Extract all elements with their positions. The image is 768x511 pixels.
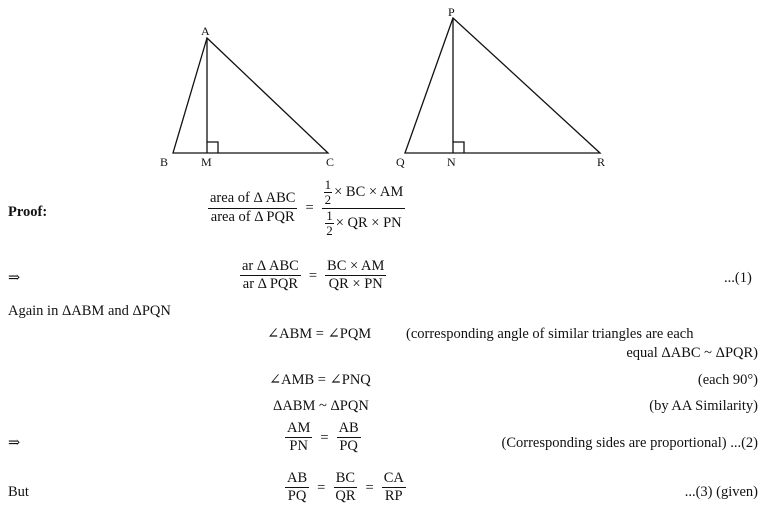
ar-fraction — [240, 258, 301, 294]
reason-proportional-2: (Corresponding sides are proportional) ...(2) — [501, 435, 758, 451]
vertex-label-c: C — [326, 155, 335, 169]
angle-abm-eq-pqm: ∠ABM = ∠PQM — [267, 326, 372, 342]
half-fraction — [324, 178, 333, 208]
equation-given-ratio — [285, 470, 406, 506]
ab-over-pq — [285, 470, 309, 506]
implies-symbol: ⇒ — [8, 435, 21, 451]
angle-amb-eq-pnq: ∠AMB = ∠PNQ — [269, 372, 371, 388]
but-label: But — [8, 484, 29, 500]
bc-am: BC × AM — [325, 258, 386, 276]
equals-sign: = — [317, 479, 326, 496]
vertex-label-p: P — [448, 5, 455, 19]
proof-label: Proof: — [8, 204, 48, 220]
abm-similar-pqn: ΔABM ~ ΔPQN — [273, 398, 369, 414]
qr: QR — [335, 488, 356, 505]
right-angle-mark-n — [453, 142, 464, 153]
half-den: 2 — [326, 222, 333, 238]
denominator-half-qr-pn — [323, 209, 403, 239]
bc: BC — [334, 470, 357, 488]
vertex-label-a: A — [201, 24, 210, 38]
reason-each-90: (each 90°) — [697, 372, 758, 388]
vertex-label-m: M — [201, 155, 212, 169]
vertex-label-r: R — [597, 155, 606, 169]
half-fraction — [325, 209, 334, 239]
pq: PQ — [287, 488, 307, 505]
ar-pqr: ar Δ PQR — [242, 276, 299, 293]
triangle-abc — [173, 38, 328, 153]
vertex-label-n: N — [447, 155, 456, 169]
half-den: 2 — [324, 192, 332, 208]
area-fraction — [208, 190, 297, 226]
ab: AB — [285, 470, 309, 488]
half-num: 1 — [326, 207, 333, 223]
bc-am-over-qr-pn — [325, 258, 386, 294]
numerator-half-bc-am — [322, 178, 406, 209]
ar-abc: ar Δ ABC — [240, 258, 301, 276]
implies-symbol: ⇒ — [8, 270, 21, 286]
again-statement: Again in ΔABM and ΔPQN — [8, 303, 171, 319]
am: AM — [285, 420, 312, 438]
equation-am-pn — [285, 420, 361, 456]
reason-aa-similarity: (by AA Similarity) — [649, 398, 758, 414]
right-angle-mark-m — [207, 142, 218, 153]
bc-over-qr — [333, 470, 357, 506]
triangle-pqr — [405, 18, 600, 153]
ab-over-pq — [337, 420, 361, 456]
equals-sign: = — [320, 429, 329, 446]
pn: PN — [289, 438, 308, 455]
ab: AB — [337, 420, 361, 438]
equals-sign: = — [305, 199, 314, 216]
ca: CA — [382, 470, 406, 488]
half-base-height-fraction — [322, 178, 406, 238]
pq: PQ — [339, 438, 358, 455]
reason-corresponding-angle-line1: (corresponding angle of similar triangles are each — [406, 326, 694, 342]
half-num: 1 — [324, 177, 332, 192]
ca-over-rp — [382, 470, 406, 506]
qr-pn: QR × PN — [328, 276, 383, 293]
equation-tag-1: ...(1) — [724, 270, 752, 286]
equals-sign: = — [308, 267, 318, 284]
vertex-label-q: Q — [396, 155, 405, 169]
area-abc: area of Δ ABC — [208, 190, 297, 208]
equals-sign: = — [365, 479, 374, 496]
reason-given-3: ...(3) (given) — [684, 484, 758, 500]
qr-times-pn: × QR × PN — [335, 214, 402, 231]
area-pqr: area of Δ PQR — [210, 208, 295, 225]
reason-corresponding-angle-line2: equal ΔABC ~ ΔPQR) — [626, 345, 758, 361]
equation-ar-ratio — [240, 258, 386, 294]
am-over-pn — [285, 420, 312, 456]
triangle-figure — [0, 0, 768, 175]
rp: RP — [384, 488, 403, 505]
bc-times-am: × BC × AM — [334, 184, 404, 201]
equation-area-ratio — [208, 178, 405, 238]
vertex-label-b: B — [160, 155, 169, 169]
